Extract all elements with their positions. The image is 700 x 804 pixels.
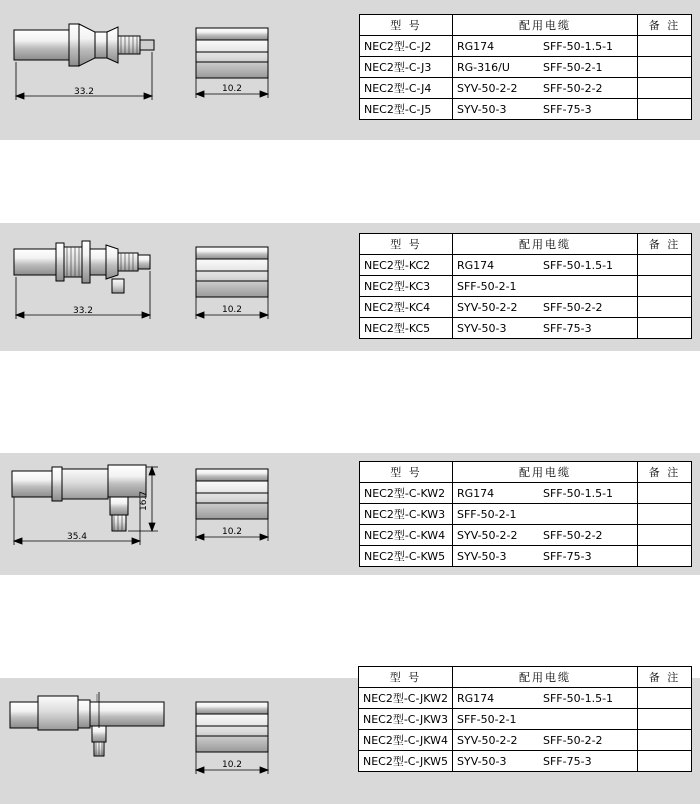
cell-model: NEC2型-C-J3: [360, 57, 453, 78]
cell-cable: [453, 297, 638, 318]
cable-primary: SFF-50-2-1: [457, 279, 517, 293]
dim-side-j: 10.2: [221, 84, 243, 94]
cell-note: [638, 688, 692, 709]
table-row: [360, 78, 692, 99]
cable-secondary: SFF-75-3: [543, 102, 592, 116]
cell-model: NEC2型-C-JKW5: [358, 751, 452, 772]
header-note: 备 注: [638, 234, 692, 255]
spec-table-wrap-kw: [359, 461, 692, 567]
dim-length-kc: 33.2: [72, 306, 94, 316]
table-row: [358, 709, 691, 730]
cable-primary: SYV-50-3: [457, 754, 507, 768]
cell-model: NEC2型-C-J4: [360, 78, 453, 99]
cable-secondary: SFF-50-2-1: [543, 60, 603, 74]
cell-note: [638, 318, 692, 339]
cable-primary: SYV-50-3: [457, 549, 507, 563]
cell-model: NEC2型-C-KW3: [360, 504, 453, 525]
cell-cable: [453, 255, 638, 276]
cable-primary: SYV-50-2-2: [457, 300, 518, 314]
cable-primary: SFF-50-2-1: [457, 507, 517, 521]
spacer-2: [0, 351, 700, 453]
header-note: 备 注: [638, 667, 692, 688]
cable-secondary: SFF-50-1.5-1: [543, 258, 614, 272]
cable-secondary: SFF-75-3: [543, 321, 592, 335]
header-model: 型 号: [358, 667, 452, 688]
header-model: 型 号: [360, 462, 453, 483]
cell-cable: [453, 546, 638, 567]
cell-note: [638, 751, 692, 772]
cell-model: NEC2型-KC4: [360, 297, 453, 318]
table-row: [360, 255, 692, 276]
cable-primary: SYV-50-2-2: [457, 81, 518, 95]
header-note: 备 注: [638, 15, 692, 36]
cell-note: [638, 504, 692, 525]
spec-table-wrap-jkw: [358, 666, 692, 772]
spacer-3: [0, 575, 700, 678]
spec-table-kc: [359, 233, 692, 339]
table-row: [360, 504, 692, 525]
table-row: [360, 36, 692, 57]
drawing-kw: [0, 453, 330, 575]
cell-model: NEC2型-C-J5: [360, 99, 453, 120]
drawing-jkw: [0, 678, 330, 804]
table-row: [360, 297, 692, 318]
cell-note: [638, 276, 692, 297]
cell-note: [638, 99, 692, 120]
cell-note: [638, 297, 692, 318]
table-header-row: [360, 462, 692, 483]
cable-secondary: SFF-50-1.5-1: [543, 691, 614, 705]
header-cable: 配用电缆: [453, 667, 638, 688]
cell-cable: [453, 730, 638, 751]
header-note: 备 注: [638, 462, 692, 483]
cell-model: NEC2型-C-JKW4: [358, 730, 452, 751]
product-block-jkw: [0, 671, 700, 804]
table-row: [358, 730, 691, 751]
cell-cable: [453, 504, 638, 525]
table-row: [360, 57, 692, 78]
dim-length-j: 33.2: [73, 87, 95, 97]
cable-secondary: SFF-75-3: [543, 549, 592, 563]
table-row: [358, 751, 691, 772]
product-block-kc: [0, 223, 700, 351]
cell-model: NEC2型-C-JKW3: [358, 709, 452, 730]
cell-model: NEC2型-C-KW2: [360, 483, 453, 504]
cell-model: NEC2型-KC2: [360, 255, 453, 276]
cell-cable: [453, 318, 638, 339]
product-block-kw: [0, 453, 700, 575]
cable-primary: SYV-50-2-2: [457, 528, 518, 542]
cable-primary: SFF-50-2-1: [457, 712, 517, 726]
cell-note: [638, 78, 692, 99]
header-model: 型 号: [360, 15, 453, 36]
cell-cable: [453, 751, 638, 772]
cell-cable: [453, 525, 638, 546]
cell-model: NEC2型-KC3: [360, 276, 453, 297]
cable-secondary: SFF-75-3: [543, 754, 592, 768]
cell-cable: [453, 276, 638, 297]
cell-cable: [453, 78, 638, 99]
cell-note: [638, 525, 692, 546]
cell-note: [638, 709, 692, 730]
cell-note: [638, 36, 692, 57]
cable-primary: RG-316/U: [457, 60, 510, 74]
cell-note: [638, 255, 692, 276]
cell-cable: [453, 688, 638, 709]
cable-primary: RG174: [457, 39, 495, 53]
cable-primary: SYV-50-2-2: [457, 733, 518, 747]
cable-secondary: SFF-50-2-2: [543, 528, 603, 542]
cable-primary: RG174: [457, 258, 495, 272]
table-row: [358, 688, 691, 709]
cell-cable: [453, 36, 638, 57]
table-row: [360, 318, 692, 339]
table-header-row: [360, 15, 692, 36]
cell-cable: [453, 99, 638, 120]
dim-side-kc: 10.2: [221, 305, 243, 315]
cable-primary: RG174: [457, 691, 495, 705]
cell-cable: [453, 709, 638, 730]
dim-side-jkw: 10.2: [221, 760, 243, 770]
cell-cable: [453, 57, 638, 78]
cell-model: NEC2型-C-JKW2: [358, 688, 452, 709]
spec-table-jkw: [358, 666, 692, 772]
spec-table-j: [359, 14, 692, 120]
cell-model: NEC2型-C-KW5: [360, 546, 453, 567]
cell-note: [638, 546, 692, 567]
table-row: [360, 99, 692, 120]
spec-table-wrap-kc: [359, 233, 692, 339]
cable-secondary: SFF-50-2-2: [543, 81, 603, 95]
drawing-j: [0, 0, 330, 140]
header-cable: 配用电缆: [453, 15, 638, 36]
header-cable: 配用电缆: [453, 462, 638, 483]
header-model: 型 号: [360, 234, 453, 255]
cell-model: NEC2型-C-J2: [360, 36, 453, 57]
header-cable: 配用电缆: [453, 234, 638, 255]
cell-model: NEC2型-KC5: [360, 318, 453, 339]
table-row: [360, 276, 692, 297]
table-header-row: [360, 234, 692, 255]
cell-note: [638, 730, 692, 751]
spec-table-kw: [359, 461, 692, 567]
cell-model: NEC2型-C-KW4: [360, 525, 453, 546]
drawing-kc: [0, 223, 330, 351]
dim-length-kw: 35.4: [66, 532, 88, 542]
cable-primary: SYV-50-3: [457, 102, 507, 116]
cell-cable: [453, 483, 638, 504]
table-row: [360, 525, 692, 546]
dim-side-kw: 10.2: [221, 527, 243, 537]
cable-secondary: SFF-50-1.5-1: [543, 486, 614, 500]
table-row: [360, 546, 692, 567]
cell-note: [638, 57, 692, 78]
table-row: [360, 483, 692, 504]
cell-note: [638, 483, 692, 504]
table-header-row: [358, 667, 691, 688]
spacer-1: [0, 140, 700, 223]
cable-secondary: SFF-50-2-2: [543, 733, 603, 747]
dim-height-kw: 16.7: [139, 490, 149, 512]
product-block-j: [0, 0, 700, 140]
cable-primary: SYV-50-3: [457, 321, 507, 335]
cable-secondary: SFF-50-2-2: [543, 300, 603, 314]
cable-secondary: SFF-50-1.5-1: [543, 39, 614, 53]
spec-table-wrap-j: [359, 14, 692, 120]
cable-primary: RG174: [457, 486, 495, 500]
